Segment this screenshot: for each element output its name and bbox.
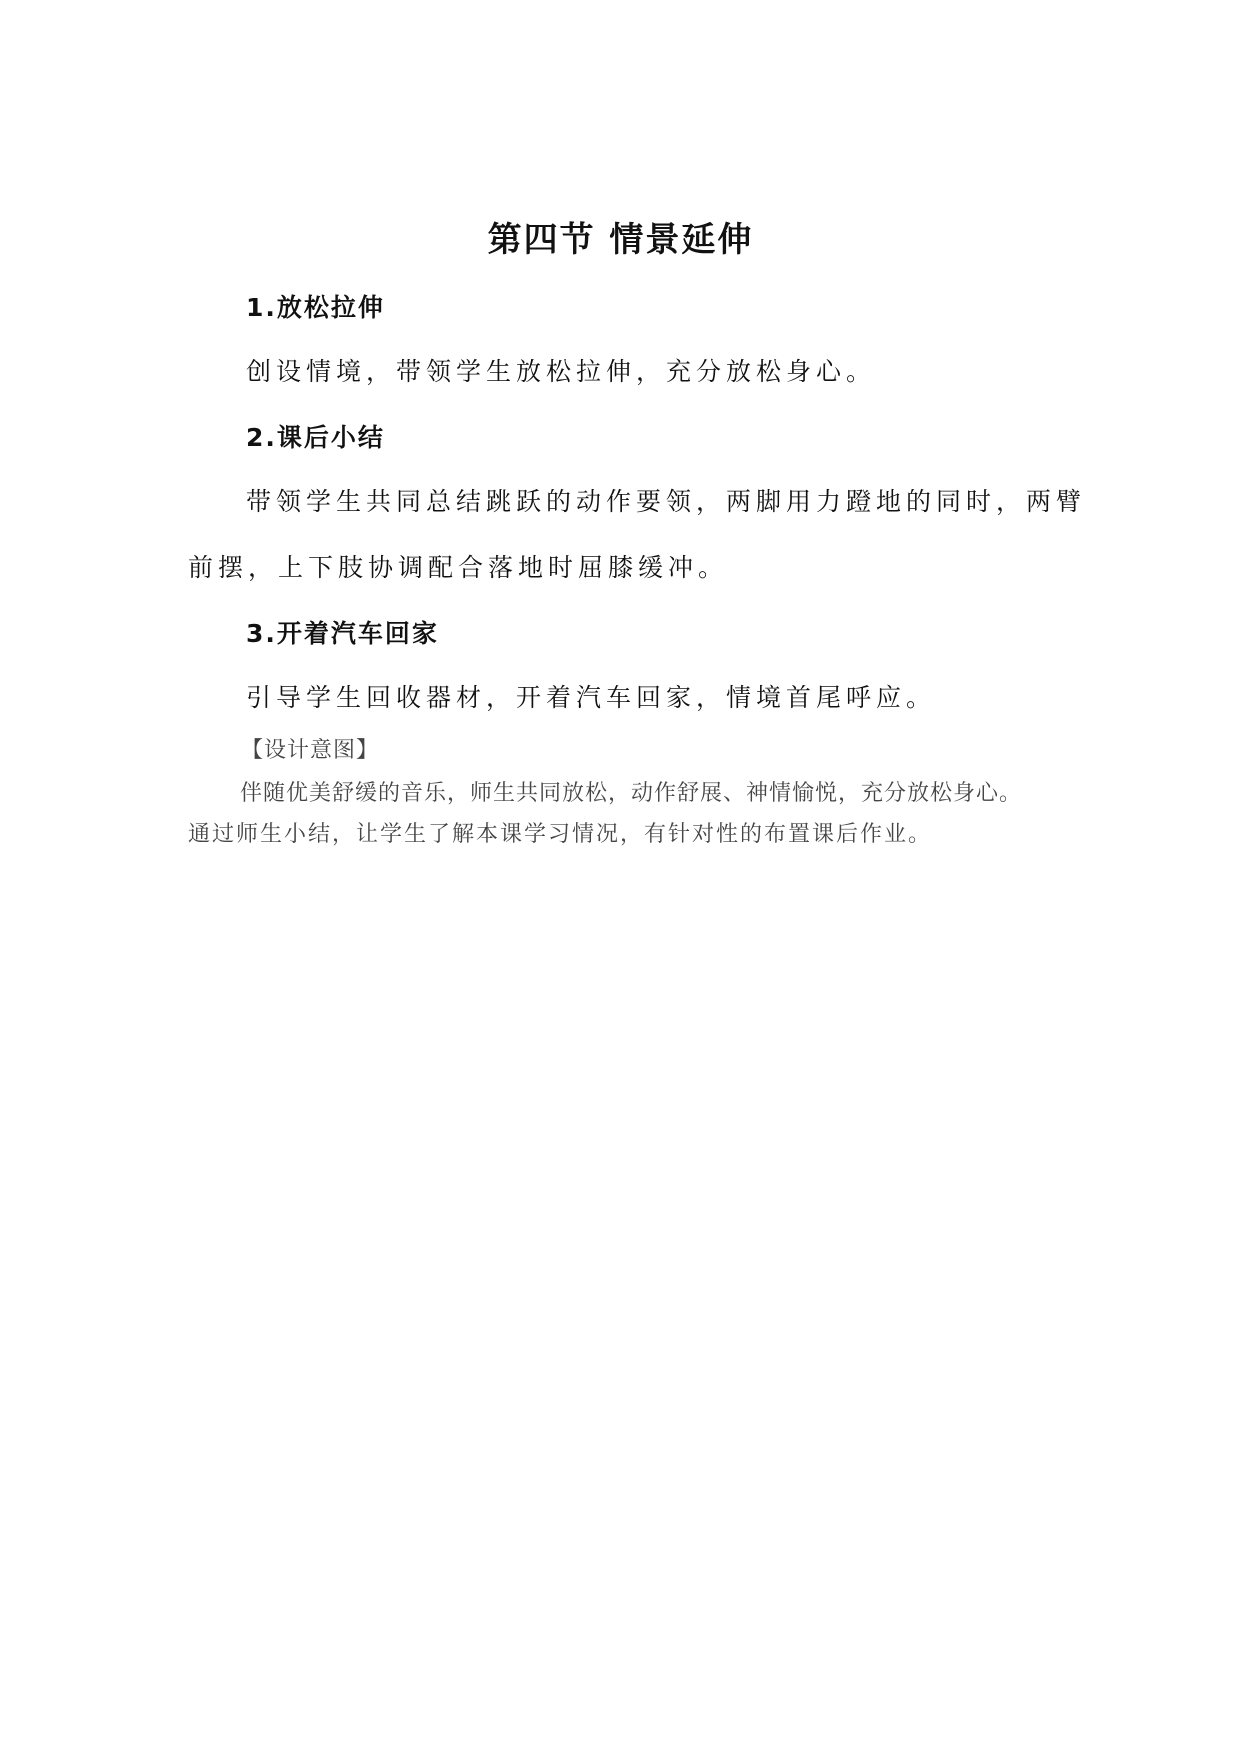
section-heading-relax-stretch: 1.放松拉伸 (246, 293, 385, 322)
section-text-summary-line-2: 前摆，上下肢协调配合落地时屈膝缓冲。 (188, 553, 729, 582)
page-title: 第四节 情景延伸 (487, 220, 754, 260)
design-intent-line-2: 通过师生小结，让学生了解本课学习情况，有针对性的布置课后作业。 (188, 822, 933, 847)
section-heading-drive-home: 3.开着汽车回家 (246, 619, 439, 648)
section-heading-summary: 2.课后小结 (246, 423, 385, 452)
section-text-summary-line-1: 带领学生共同总结跳跃的动作要领，两脚用力蹬地的同时，两臂 (246, 487, 1087, 516)
design-intent-line-1: 伴随优美舒缓的音乐，师生共同放松，动作舒展、神情愉悦，充分放松身心。 (240, 781, 1023, 806)
section-text-drive-home: 引导学生回收器材，开着汽车回家，情境首尾呼应。 (246, 683, 937, 712)
section-text-relax-stretch: 创设情境，带领学生放松拉伸，充分放松身心。 (246, 357, 877, 386)
design-intent-label: 【设计意图】 (241, 738, 380, 763)
